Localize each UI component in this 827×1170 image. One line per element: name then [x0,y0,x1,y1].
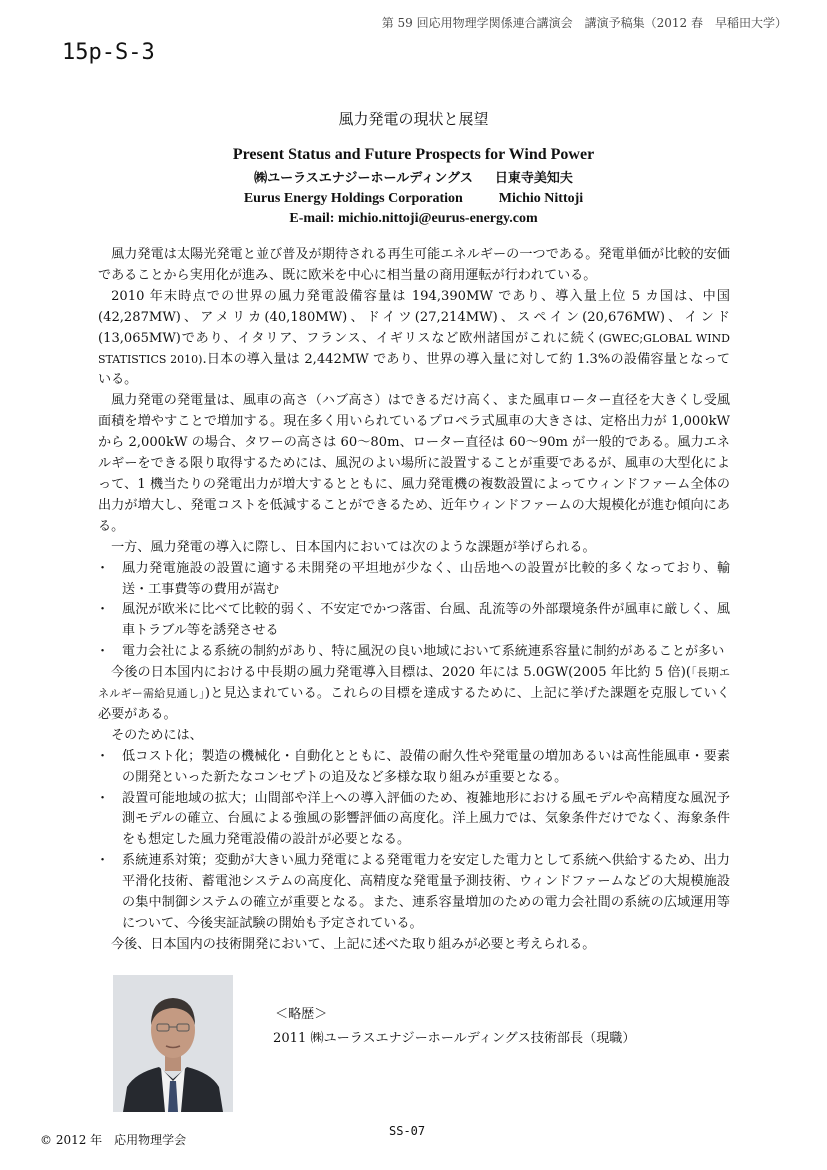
issue-item: ・ 風力発電施設の設置に適する未開発の平坦地が少なく、山岳地への設置が比較的多くなっており、輸送・工事費等の費用が嵩む [98,559,730,601]
issue-item: ・ 電力会社による系統の制約があり、特に風況の良い地域において系統連系容量に制約があることが多い [98,642,730,663]
world-capacity-text: 2010 年末時点での世界の風力発電設備容量は 194,390MW であり、導入量上位 5 カ国は、中国(42,287MW)、アメリカ(40,180MW)、ドイツ(27,214MW)、スペイン(20,676MW)、インド(13,065MW)であり、イタリア、フランス、イギリスなど欧州諸国がこれに続く [98,288,730,346]
paragraph-world-capacity [98,287,730,392]
citation-gwec: (GWEC;GLOBAL WIND STATISTICS 2010) [98,331,730,366]
bullet-mark: ・ [96,644,110,660]
biography [273,1003,635,1051]
paragraph-conclusion: 今後、日本国内の技術開発において、上記に述べた取り組みが必要と考えられる。 [111,936,596,952]
copyright: © 2012 年 応用物理学会 [40,1133,187,1147]
author-line-english [0,191,827,207]
biography-entry: 2011 ㈱ユーラスエナジーホールディングス技術部長（現職） [273,1031,636,1046]
author-email: E-mail: michio.nittoji@eurus-energy.com [289,211,538,226]
japan-capacity-text: .日本の導入量は 2,442MW であり、世界の導入量に対して約 1.3%の設備容量となっている。 [98,351,731,388]
citation-outlook: 「長期エネルギー需給見通し」 [98,666,730,701]
author-name-japanese: 日東寺美知夫 [494,171,573,186]
author-photo [113,975,233,1112]
paragraph-issues-intro: 一方、風力発電の導入に際し、日本国内においては次のような課題が挙げられる。 [111,539,596,555]
author-portrait-icon [113,975,233,1112]
title-japanese: 風力発電の現状と展望 [338,110,489,128]
measure-item: ・ 設置可能地域の拡大；山間部や洋上への導入評価のため、複雑地形における風モデルや高精度な風況予測モデルの確立、台風による強風の影響評価の高度化。洋上風力では、気象条件だけでなく、海象条件をも想定した風力発電設備の設計が必要となる。 [98,789,730,852]
paragraph-intro: 風力発電は太陽光発電と並び普及が期待される再生可能エネルギーの一つである。発電単価が比較的安価であることから実用化が進み、既に欧米を中心に相当量の商用運転が行われている。 [98,247,730,283]
bullet-mark: ・ [96,748,110,764]
bullet-mark: ・ [96,602,110,618]
author-line-japanese [0,167,827,186]
paragraph-generation: 風力発電の発電量は、風車の高さ（ハブ高さ）はできるだけ高く、また風車ローター直径を大きくし受風面積を増やすことで増加する。現在多く用いられているプロペラ式風車の大きさは、定格出力が 1,000kW から 2,000kW の場合、タワーの高さは 60～80m、ローター直径は 60～90m が一般的である。風力エネルギーをできる限り取得するためには、風況のよい場所に設置することが重要であるが、風車の大型化によって、1 機当たりの発電出力が増大するとともに、風力発電機の複数設置によってウィンドファーム全体の出力が増大し、発電コストを低減することができるため、近年ウィンドファームの大規模化が進む傾向にある。 [98,393,730,534]
conference-header: 第 59 回応用物理学関係連合講演会 講演予稿集（2012 春 早稲田大学） [381,16,787,30]
abstract-body [98,245,730,956]
bullet-mark: ・ [96,560,110,576]
title-block [0,108,827,227]
paragraph-targets: 今後の日本国内における中長期の風力発電導入目標は、2020 年には 5.0GW(2005 年比約 5 倍)(「長期エネルギー需給見通し」)と見込まれている。これらの目標を達成するために、上記に挙げた課題を克服していく必要がある。 [98,665,731,722]
bullet-mark: ・ [96,853,110,869]
page-number: SS-07 [389,1124,426,1138]
affiliation-japanese: ㈱ユーラスエナジーホールディングス [254,171,473,186]
affiliation-english: Eurus Energy Holdings Corporation [243,191,463,206]
session-id: 15p-S-3 [62,40,155,65]
bullet-mark: ・ [96,790,110,806]
issue-item: ・ 風況が欧米に比べて比較的弱く、不安定でかつ落雷、台風、乱流等の外部環境条件が風車に厳しく、風車トラブル等を誘発させる [98,600,730,642]
paragraph-measures-intro: そのためには、 [111,727,203,743]
title-english: Present Status and Future Prospects for Wind Power [232,146,595,163]
measure-item: ・ 系統連系対策；変動が大きい風力発電による発電電力を安定した電力として系統へ供給するため、出力平滑化技術、蓄電池システムの高度化、高精度な発電量予測技術、ウィンドファームなどの大規模施設の集中制御システムの確立が重要となる。また、連系容量増加のための電力会社間の系統の広域運用等について、今後実証試験の開始も予定されている。 [98,851,730,935]
biography-heading: ＜略歴＞ [275,1007,328,1022]
author-name-english: Michio Nittoji [498,191,584,206]
measure-item: ・ 低コスト化；製造の機械化・自動化とともに、設備の耐久性や発電量の増加あるいは高性能風車・要素の開発といった新たなコンセプトの追及など多様な取り組みが重要となる。 [98,747,730,789]
